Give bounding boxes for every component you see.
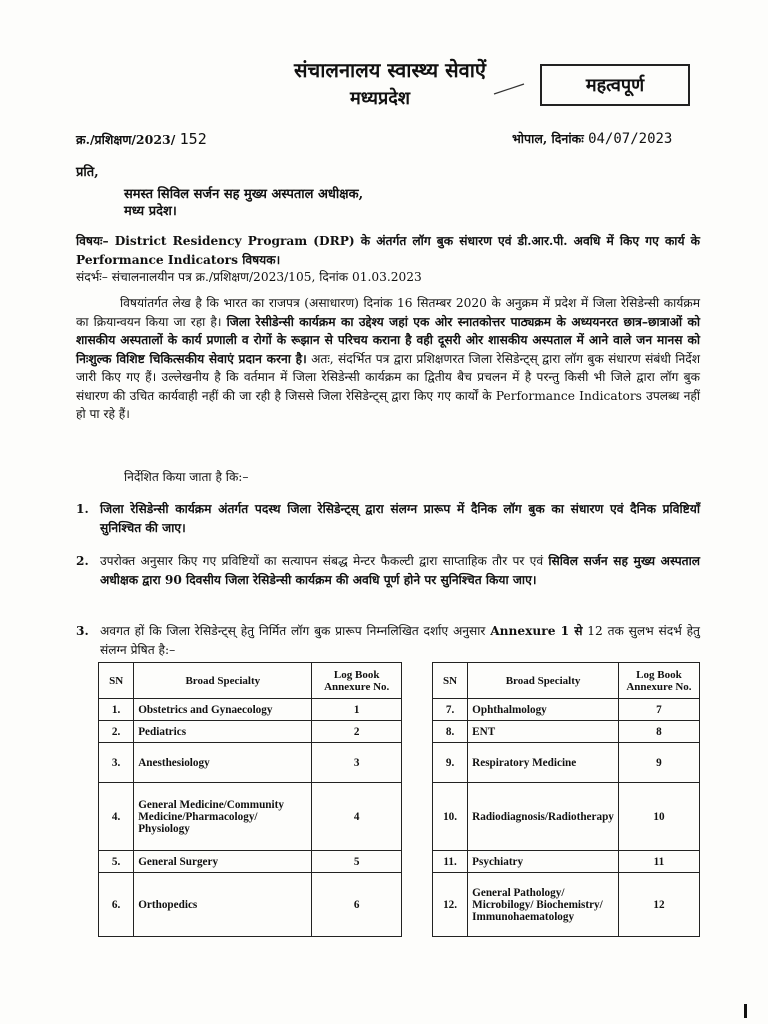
table-row [433, 743, 700, 783]
annexure-cell: 3 [312, 743, 402, 783]
reference-text: संचालनालयीन पत्र क्र./प्रशिक्षण/2023/105, दिनांक 01.03.2023 [111, 270, 422, 284]
column-header: SN [433, 663, 468, 699]
table-row [433, 851, 700, 873]
specialty-cell: General Medicine/Community Medicine/Pharmacology/ Physiology [134, 783, 312, 851]
annexure-cell: 6 [312, 873, 402, 937]
addressee-line: समस्त सिविल सर्जन सह मुख्य अस्पताल अधीक्षक, [124, 187, 364, 202]
reference-citation [76, 268, 700, 287]
addressee-line: मध्य प्रदेश। [124, 204, 177, 219]
specialty-cell: Obstetrics and Gynaecology [134, 699, 312, 721]
sn-cell: 10. [433, 783, 468, 851]
annexure-cell: 5 [312, 851, 402, 873]
office-state: मध्यप्रदेश [349, 88, 410, 109]
office-title: संचालनालय स्वास्थ्य सेवाऐं [294, 58, 486, 82]
reference-label: संदर्भः– [76, 270, 108, 284]
annexure-cell: 2 [312, 721, 402, 743]
table-row [99, 743, 402, 783]
directive-item [76, 622, 700, 659]
item-text: जिला रेसिडेन्सी कार्यक्रम अंतर्गत पदस्थ जिला रेसिडेन्ट्स् द्वारा संलग्न प्रारूप में दैनिक लॉग बुक का संधारण एवं दैनिक प्रविष्टियॉं सुनिश्चित की जाए। [100, 502, 700, 535]
item-text: अवगत हों कि जिला रेसिडेन्ट्स् हेतु निर्मित लॉग बुक प्रारूप निम्नलिखित दर्शाए अनुसार [100, 624, 486, 638]
subject-label: विषयः– [76, 234, 109, 248]
table-row [433, 783, 700, 851]
sn-cell: 7. [433, 699, 468, 721]
pen-stroke-mark [492, 82, 526, 96]
annexure-table-left [98, 662, 402, 937]
annexure-cell: 4 [312, 783, 402, 851]
letter-date [512, 130, 672, 147]
page-edge-mark [744, 1004, 747, 1018]
column-header: Broad Specialty [134, 663, 312, 699]
table-row [433, 699, 700, 721]
annexure-cell: 12 [618, 873, 699, 937]
specialty-cell: ENT [468, 721, 619, 743]
annexure-cell: 10 [618, 783, 699, 851]
date-value: 04/07/2023 [588, 131, 673, 147]
specialty-cell: Radiodiagnosis/Radiotherapy [468, 783, 619, 851]
table-row [99, 851, 402, 873]
body-text-emphasis: जिला रेसीडेन्सी कार्यक्रम का उद्देश्य जहां एक ओर स्नातकोत्तर पाठ्यक्रम के अध्ययनरत छात्र–छात्राओं को शासकीय अस्पतालों के कार्य प्रणाली व रोगों के रूझान से परिचय कराना है वही दूसरी ओर शासकीय अस्पताल में आने वाले जन मानस को निःशुल्क विशिष्ट चिकित्सकीय सेवाएं प्रदान करना है। [76, 314, 700, 366]
sn-cell: 2. [99, 721, 134, 743]
column-header: SN [99, 663, 134, 699]
specialty-cell: Psychiatry [468, 851, 619, 873]
annexure-cell: 1 [312, 699, 402, 721]
item-text-emphasis: Annexure 1 से [490, 624, 583, 638]
sn-cell: 9. [433, 743, 468, 783]
sn-cell: 8. [433, 721, 468, 743]
item-number: 2. [76, 554, 89, 568]
item-text: उपरोक्त अनुसार किए गए प्रविष्टियों का सत्यापन संबद्ध मेन्टर फैकल्टी द्वारा साप्ताहिक तौर पर एवं [100, 554, 544, 568]
sn-cell: 12. [433, 873, 468, 937]
table-row [433, 721, 700, 743]
sn-cell: 3. [99, 743, 134, 783]
subject-text: District Residency Program (DRP) के अंतर्गत लॉग बुक संधारण एवं डी.आर.पी. अवधि में किए गए कार्य के Performance Indicators विषयक। [76, 234, 700, 267]
sn-cell: 1. [99, 699, 134, 721]
directive-item [76, 500, 700, 537]
table-row [99, 721, 402, 743]
sn-cell: 5. [99, 851, 134, 873]
specialty-cell: General Surgery [134, 851, 312, 873]
annexure-cell: 8 [618, 721, 699, 743]
column-header: Log Book Annexure No. [618, 663, 699, 699]
specialty-cell: Pediatrics [134, 721, 312, 743]
table-row [433, 873, 700, 937]
column-header: Broad Specialty [468, 663, 619, 699]
body-text: अतः, संदर्भित पत्र द्वारा प्रशिक्षणरत जिला रेसिडेन्ट्स् द्वारा लॉग बुक संधारण संबंधी निर्देश जारी किए गए हैं। उल्लेखनीय है कि वर्तमान में जिला रेसिडेन्सी कार्यक्रम का द्वितीय बैच प्रचलन में है परन्तु किसी भी जिले द्वारा लॉग बुक संधारण की उचित कार्यवाही नहीं की जा रही है जिससे जिला रेसिडेन्ट्स् द्वारा किए गए कार्यों के Performance Indicators उपलब्ध नहीं हो पा रहे हैं। [76, 351, 700, 421]
table-row [99, 699, 402, 721]
sn-cell: 6. [99, 873, 134, 937]
column-header: Log Book Annexure No. [312, 663, 402, 699]
specialty-cell: Respiratory Medicine [468, 743, 619, 783]
sn-cell: 11. [433, 851, 468, 873]
body-paragraph [76, 294, 700, 424]
directive-intro: निर्देशित किया जाता है कि:– [124, 470, 249, 484]
addressee-block [124, 186, 363, 220]
place-label: भोपाल, दिनांकः [512, 131, 584, 146]
item-text: 12 तक सुलभ संदर्भ हेतु संलग्न प्रेषित है:– [100, 624, 701, 657]
item-number: 3. [76, 624, 89, 638]
body-text: विषयांतर्गत लेख है कि भारत का राजपत्र (असाधारण) दिनांक 16 सितम्बर 2020 के अनुक्रम में प्रदेश में जिला रेसिडेन्सी कार्यक्रम का क्रियान्वयन किया जा रहा है। [76, 296, 700, 329]
sn-cell: 4. [99, 783, 134, 851]
annexure-cell: 9 [618, 743, 699, 783]
item-text-emphasis: सिविल सर्जन सह मुख्य अस्पताल अधीक्षक द्वारा 90 दिवसीय जिला रेसिडेन्सी कार्यक्रम की अवधि पूर्ण होने पर सुनिश्चित किया जाए। [100, 554, 700, 587]
annexure-cell: 11 [618, 851, 699, 873]
table-row [99, 783, 402, 851]
item-number: 1. [76, 502, 89, 516]
annexure-cell: 7 [618, 699, 699, 721]
specialty-cell: Ophthalmology [468, 699, 619, 721]
to-label: प्रति, [76, 165, 99, 180]
letter-number [76, 130, 207, 148]
specialty-cell: Orthopedics [134, 873, 312, 937]
letter-number-prefix: क्र./प्रशिक्षण/2023/ [76, 132, 176, 147]
table-row [99, 873, 402, 937]
priority-badge: महत्वपूर्ण [540, 64, 690, 106]
directive-item [76, 552, 700, 589]
specialty-cell: Anesthesiology [134, 743, 312, 783]
letter-number-handwritten: 152 [179, 130, 207, 148]
subject [76, 232, 700, 269]
specialty-cell: General Pathology/ Microbilogy/ Biochemistry/ Immunohaematology [468, 873, 619, 937]
annexure-table-right [432, 662, 700, 937]
